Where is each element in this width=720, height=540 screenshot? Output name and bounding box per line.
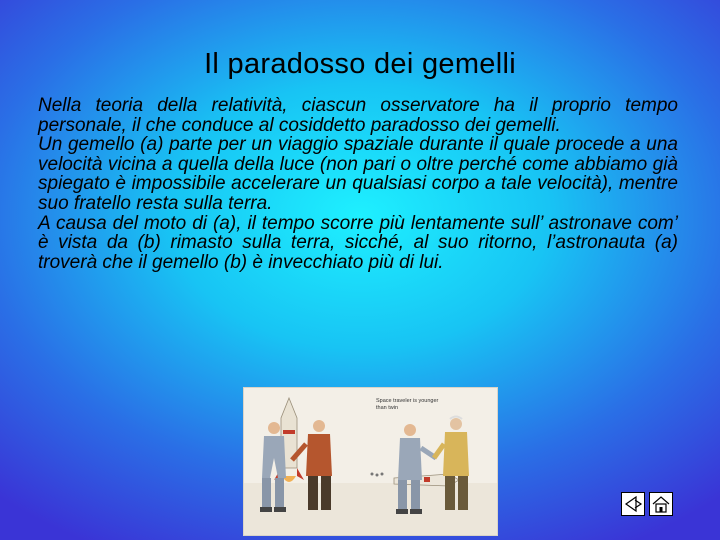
home-button[interactable] [649, 492, 673, 516]
paragraph-time-dilation: A causa del moto di (a), il tempo scorre più lentamente sull’ astronave com’ è vista da (b) rimasto sulla terra, sicché, al suo ritorno, l’astronauta (a) troverà che il gemello (b) è invecchiato più di lui. [38, 212, 678, 273]
home-icon [649, 492, 673, 516]
twins-drawing [244, 388, 497, 535]
slide-body [38, 96, 678, 272]
back-button[interactable] [621, 492, 645, 516]
illustration-caption: Space traveler is younger than twin [376, 398, 439, 411]
twin-paradox-illustration [243, 387, 498, 536]
paragraph-twin-departure: Un gemello (a) parte per un viaggio spaziale durante il quale procede a una velocità vicina a quella della luce (non pari o oltre perché come abbiamo già spiegato è impossibile accelerare un qualsiasi corpo a tale velocità), mentre suo fratello resta sulla terra. [38, 134, 678, 214]
back-arrow-icon [621, 492, 645, 516]
paragraph-intro: Nella teoria della relatività, ciascun osservatore ha il proprio tempo personale, il che conduce al cosiddetto paradosso dei gemelli. [38, 95, 678, 136]
slide-title: Il paradosso dei gemelli [204, 48, 516, 80]
